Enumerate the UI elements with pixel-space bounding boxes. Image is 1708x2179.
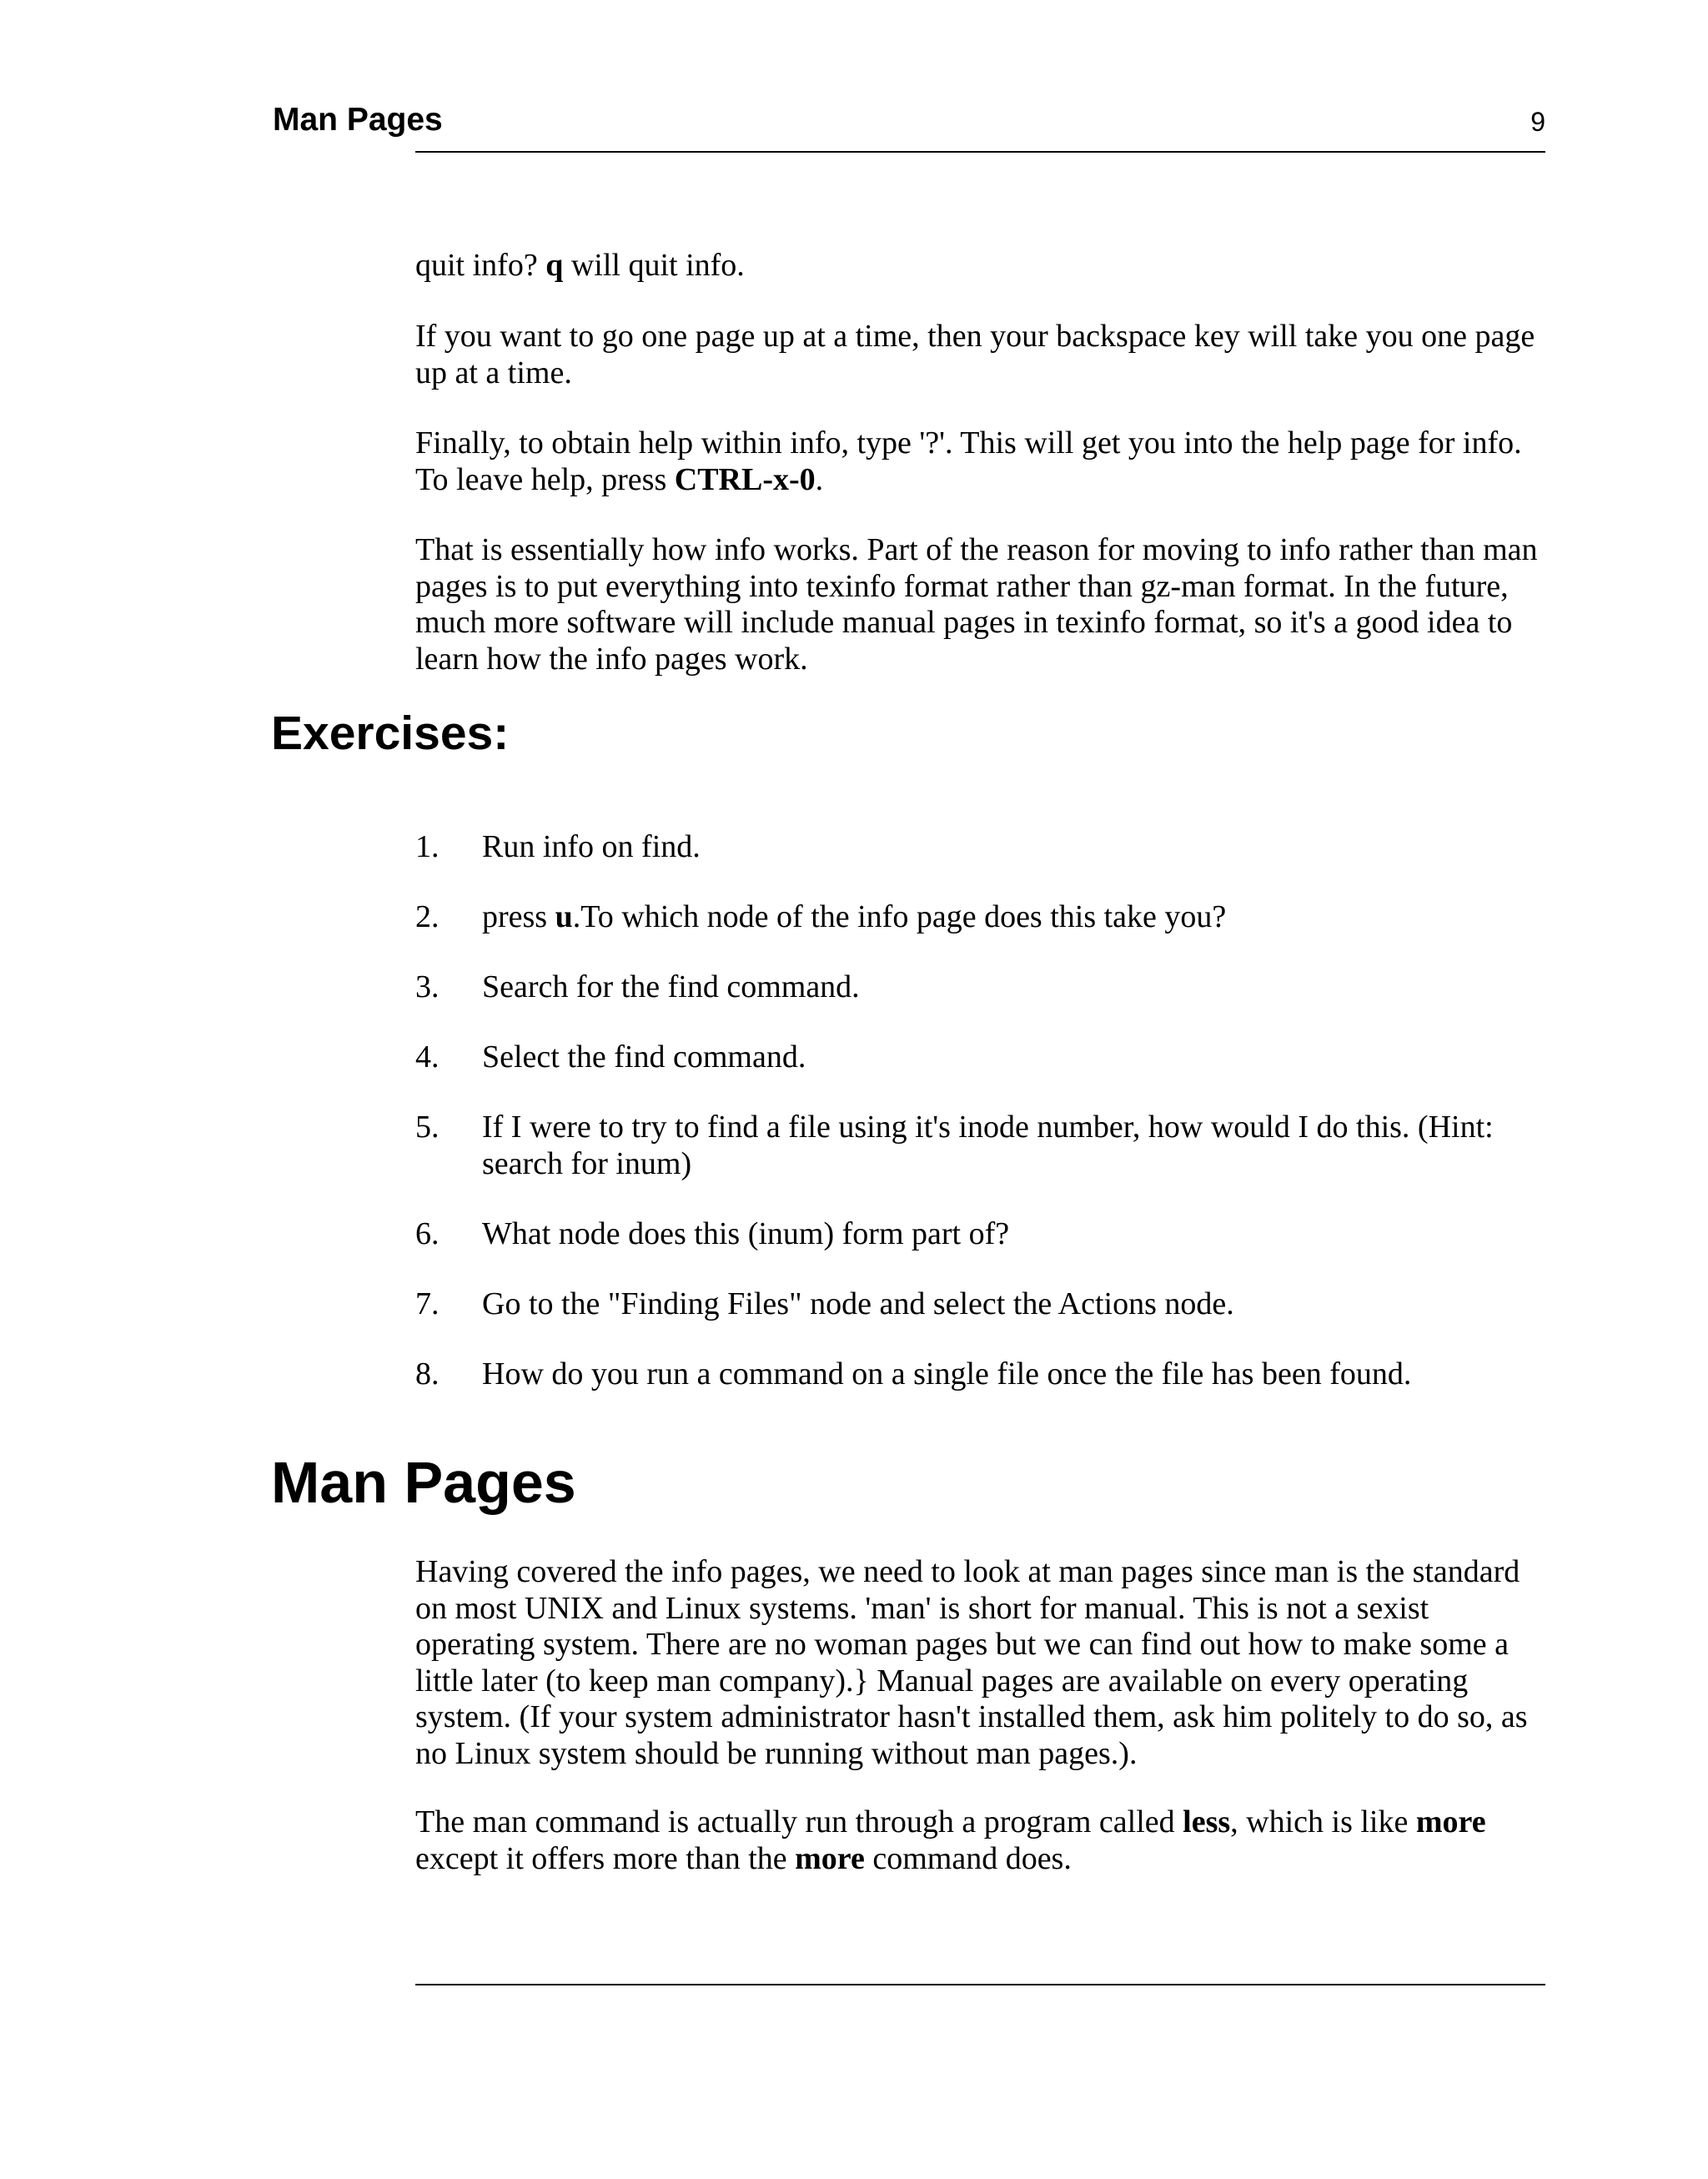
list-item-text: If I were to try to find a file using it's inode number, how would I do this. (Hint: search for inum)	[482, 1110, 1494, 1181]
list-item	[415, 969, 1550, 1006]
man-pages-paragraph-1: Having covered the info pages, we need to look at man pages since man is the standard on most UNIX and Linux systems. 'man' is short for manual. This is not a sexist operating system. There are no woman pages but we can find out how to make some a little later (to keep man company).} Manual pages are available on every operating system. (If your system administrator hasn't installed them, ask him politely to do so, as no Linux system should be running without man pages.).	[415, 1554, 1528, 1771]
list-item-text: press u.To which node of the info page does this take you?	[482, 899, 1227, 934]
list-item	[415, 1356, 1550, 1393]
intro-paragraph-3: Finally, to obtain help within info, type '?'. This will get you into the help page for info. To leave help, press CTRL-x-0.	[415, 425, 1522, 497]
list-item-number: 2.	[415, 899, 440, 934]
list-item	[415, 829, 1550, 866]
list-item	[415, 1286, 1550, 1323]
list-item-text: Run info on find.	[482, 829, 701, 864]
man-pages-heading: Man Pages	[271, 1450, 576, 1515]
list-item-number: 3.	[415, 969, 440, 1004]
list-item-text: Search for the find command.	[482, 969, 860, 1004]
list-item-number: 8.	[415, 1356, 440, 1391]
header-rule	[415, 151, 1545, 153]
list-item-text: Select the find command.	[482, 1039, 806, 1074]
list-item-text: How do you run a command on a single file once the file has been found.	[482, 1356, 1412, 1391]
list-item	[415, 1039, 1550, 1076]
exercises-heading: Exercises:	[271, 707, 510, 760]
list-item	[415, 1110, 1550, 1182]
man-pages-paragraph-2: The man command is actually run through a program called less, which is like more except it offers more than the more command does.	[415, 1804, 1486, 1876]
intro-paragraph-1: quit info? q will quit info.	[415, 248, 745, 283]
list-item	[415, 1216, 1550, 1253]
list-item	[415, 899, 1550, 936]
running-header-title: Man Pages	[273, 102, 443, 138]
list-item-number: 5.	[415, 1110, 440, 1145]
list-item-text: What node does this (inum) form part of?	[482, 1216, 1010, 1251]
list-item-number: 6.	[415, 1216, 440, 1251]
page-number: 9	[1530, 107, 1545, 137]
list-item-number: 1.	[415, 829, 440, 864]
intro-paragraph-2: If you want to go one page up at a time, then your backspace key will take you one page up at a time.	[415, 319, 1535, 390]
footer-rule	[415, 1984, 1545, 1985]
intro-paragraph-4: That is essentially how info works. Part of the reason for moving to info rather than man pages is to put everything into texinfo format rather than gz-man format. In the future, much more software will include manual pages in texinfo format, so it's a good idea to learn how the info pages work.	[415, 532, 1538, 677]
list-item-number: 7.	[415, 1286, 440, 1321]
list-item-number: 4.	[415, 1039, 440, 1074]
list-item-text: Go to the "Finding Files" node and select the Actions node.	[482, 1286, 1234, 1321]
